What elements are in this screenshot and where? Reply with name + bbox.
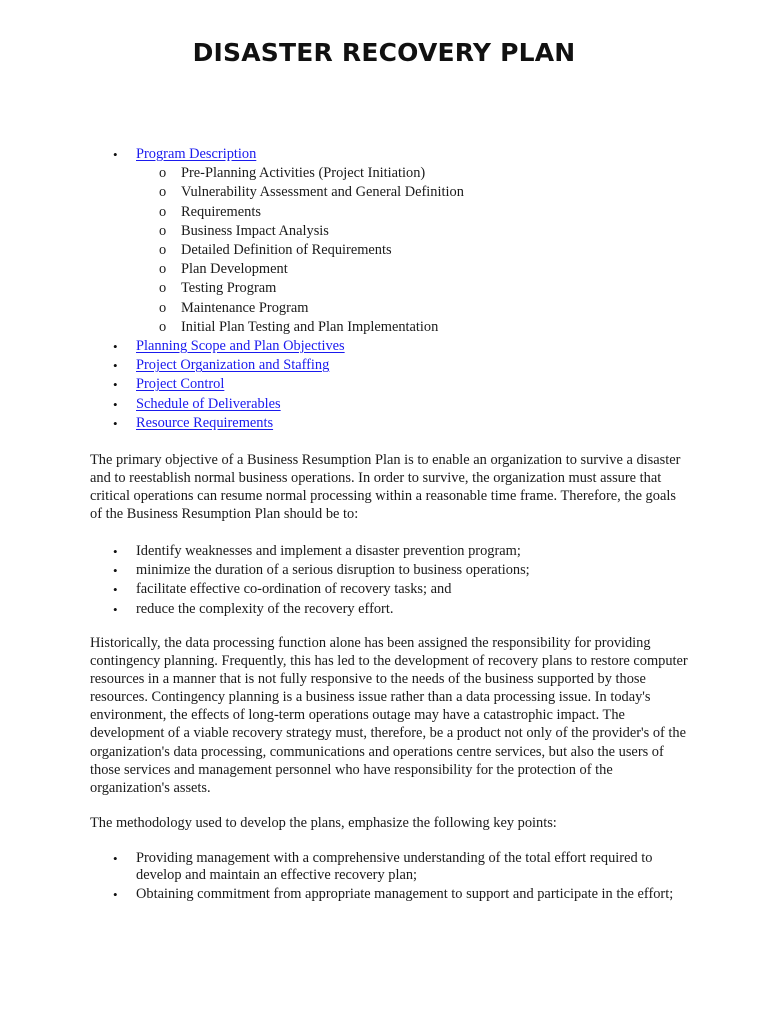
page-title: DISASTER RECOVERY PLAN — [192, 38, 576, 67]
list-item-text: Identify weaknesses and implement a disaster prevention program; — [136, 543, 521, 559]
bullet-icon: • — [113, 544, 118, 559]
list-item-text: Obtaining commitment from appropriate management to support and participate in the effort; — [136, 886, 674, 903]
circle-bullet-icon: o — [159, 299, 167, 316]
list-item-text: Providing management with a comprehensive understanding of the total effort required to develop and maintain an effective recovery plan; — [136, 850, 653, 884]
list-item — [0, 542, 686, 561]
bullet-icon: • — [113, 601, 118, 617]
sublist-item-label: Detailed Definition of Requirements — [181, 242, 392, 259]
toc-item-project-control — [0, 375, 768, 394]
circle-bullet-icon: o — [159, 222, 167, 239]
bullet-icon: • — [113, 358, 118, 374]
sublist-item — [136, 279, 768, 298]
toc-link-project-control[interactable]: Project Control — [136, 376, 225, 393]
sublist-item — [136, 318, 768, 337]
sublist-item — [136, 183, 768, 202]
list-item-text: reduce the complexity of the recovery effort. — [136, 600, 394, 617]
sublist-item-label: Testing Program — [181, 280, 277, 297]
list-item — [0, 886, 686, 903]
toc-item-resource-requirements — [0, 414, 768, 433]
bullet-icon: • — [113, 339, 118, 355]
list-item — [0, 580, 686, 599]
sublist-item — [136, 260, 768, 279]
bullet-icon: • — [113, 415, 118, 431]
sublist-item — [136, 164, 768, 183]
sublist-item — [136, 203, 768, 222]
paragraph-methodology: The methodology used to develop the plans, emphasize the following key points: — [90, 815, 557, 831]
sublist-item-label: Business Impact Analysis — [181, 222, 329, 239]
circle-bullet-icon: o — [159, 242, 167, 259]
sublist-item-label: Maintenance Program — [181, 299, 309, 316]
circle-bullet-icon: o — [159, 280, 167, 297]
toc-item-project-organization — [0, 356, 768, 375]
list-item — [0, 561, 686, 580]
program-description-sublist — [136, 164, 768, 337]
paragraph-objective: The primary objective of a Business Resumption Plan is to enable an organization to survive a disaster and to reestablish normal business operations. In order to survive, the organization must assure that critical operations can resume normal processing within a reasonable time frame. Therefore, the goals of the Business Resumption Plan should be to: — [90, 452, 681, 523]
bullet-icon: • — [113, 851, 118, 866]
circle-bullet-icon: o — [159, 261, 167, 278]
toc-item-planning-scope — [0, 337, 768, 356]
sublist-item-label: Requirements — [181, 203, 261, 220]
toc-link-program-description[interactable]: Program Description — [136, 146, 257, 162]
sublist-item-label: Initial Plan Testing and Plan Implementation — [181, 318, 439, 335]
list-item — [0, 850, 686, 884]
toc-link-resource-requirements[interactable]: Resource Requirements — [136, 414, 274, 431]
bullet-icon: • — [113, 377, 118, 393]
circle-bullet-icon: o — [159, 165, 167, 182]
sublist-item — [136, 299, 768, 318]
circle-bullet-icon: o — [159, 203, 167, 220]
bullet-icon: • — [113, 396, 118, 412]
sublist-item — [136, 222, 768, 241]
sublist-item-label: Pre-Planning Activities (Project Initiation) — [181, 165, 426, 182]
circle-bullet-icon: o — [159, 184, 167, 201]
toc-link-project-organization[interactable]: Project Organization and Staffing — [136, 357, 330, 374]
list-item — [0, 600, 686, 619]
list-item-text: facilitate effective co-ordination of recovery tasks; and — [136, 581, 452, 598]
sublist-item-label: Vulnerability Assessment and General Definition — [181, 184, 464, 201]
table-of-contents — [0, 145, 768, 433]
bullet-icon: • — [113, 582, 118, 598]
circle-bullet-icon: o — [159, 318, 167, 335]
toc-item-schedule — [0, 395, 768, 414]
bullet-icon: • — [113, 563, 118, 579]
toc-item-program-description — [0, 145, 768, 337]
bullet-icon: • — [113, 887, 118, 903]
bullet-icon: • — [113, 147, 118, 162]
sublist-item — [136, 241, 768, 260]
sublist-item-label: Plan Development — [181, 261, 288, 278]
list-item-text: minimize the duration of a serious disruption to business operations; — [136, 562, 530, 579]
key-points-list — [0, 850, 768, 906]
toc-link-schedule[interactable]: Schedule of Deliverables — [136, 395, 281, 412]
toc-link-planning-scope[interactable]: Planning Scope and Plan Objectives — [136, 338, 345, 355]
paragraph-history: Historically, the data processing function alone has been assigned the responsibility for providing contingency planning. Frequently, this has led to the development of recovery plans to restore computer resources in a manner that is not fully responsive to the needs of the business supported by those resources. Contingency planning is a business issue rather than a data processing issue. In today's environment, the effects of long-term operations outage may have a catastrophic impact. The development of a viable recovery strategy must, therefore, be a product not only of the provider's of the organization's data processing, communications and operations centre services, but also the users of those services and management personnel who have responsibility for the protection of the organization's assets. — [90, 635, 688, 796]
goals-list — [0, 542, 768, 619]
